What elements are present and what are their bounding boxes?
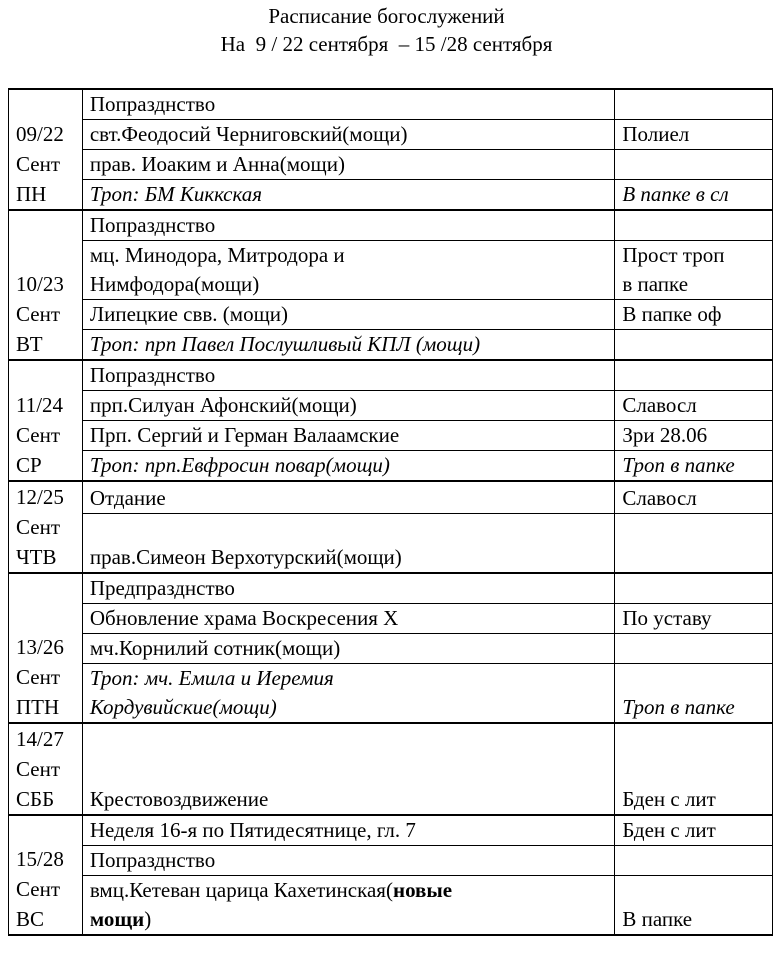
table-row	[9, 150, 773, 180]
table-row	[9, 360, 773, 391]
table-row	[9, 421, 773, 451]
service-line: мц. Минодора, Митродора и	[89, 243, 345, 267]
day-cell	[9, 573, 83, 723]
service-bold-text: мощи	[89, 907, 145, 931]
service-cell: Неделя 16-я по Пятидесятнице, гл. 7	[82, 815, 614, 846]
day-date: 15/28	[16, 847, 64, 871]
table-row	[9, 481, 773, 513]
service-cell: Обновление храма Воскресения Х	[82, 604, 614, 634]
note-cell: Троп в папке	[615, 664, 773, 724]
table-row	[9, 876, 773, 936]
service-cell: мч.Корнилий сотник(мощи)	[82, 634, 614, 664]
table-row	[9, 723, 773, 815]
note-cell: Полиел	[615, 120, 773, 150]
service-cell: Попразднство	[82, 210, 614, 241]
note-cell	[615, 360, 773, 391]
note-cell: В папке в сл	[615, 180, 773, 211]
day-weekday: СР	[16, 453, 42, 477]
day-weekday: СББ	[16, 787, 55, 811]
day-month: Сент	[16, 423, 60, 447]
service-cell: Отдание	[82, 481, 614, 513]
service-cell: прав.Симеон Верхотурский(мощи)	[82, 513, 614, 573]
day-cell	[9, 89, 83, 210]
note-cell: По уставу	[615, 604, 773, 634]
schedule-table	[8, 88, 773, 936]
service-cell: Крестовоздвижение	[82, 723, 614, 815]
troparion-cell: Троп: прп Павел Послушливый КПЛ (мощи)	[82, 330, 614, 361]
note-cell	[615, 241, 773, 300]
service-line	[90, 876, 607, 905]
table-row	[9, 180, 773, 211]
service-cell	[82, 241, 614, 300]
day-weekday: ПТН	[16, 695, 60, 719]
day-weekday: ЧТВ	[16, 545, 57, 569]
note-cell: Бден с лит	[615, 815, 773, 846]
day-date: 10/23	[16, 272, 64, 296]
service-line	[90, 905, 607, 934]
day-month: Сент	[16, 302, 60, 326]
service-line: Нимфодора(мощи)	[89, 272, 260, 296]
day-month: Сент	[16, 515, 60, 539]
day-cell	[9, 815, 83, 935]
service-bold-text: новые	[392, 878, 453, 902]
day-weekday: ПН	[16, 182, 47, 206]
page-title: Расписание богослужений	[268, 4, 505, 28]
service-cell: Предпразднство	[82, 573, 614, 604]
note-cell	[615, 210, 773, 241]
service-cell: Прп. Сергий и Герман Валаамские	[82, 421, 614, 451]
note-line: Прост троп	[622, 243, 725, 267]
day-month: Сент	[16, 757, 60, 781]
note-cell	[615, 513, 773, 573]
table-row	[9, 300, 773, 330]
day-cell	[9, 481, 83, 573]
note-cell	[615, 89, 773, 120]
service-cell: Липецкие свв. (мощи)	[82, 300, 614, 330]
service-text: вмц.Кетеван царица Кахетинская(	[89, 878, 393, 902]
table-row	[9, 815, 773, 846]
service-text: )	[144, 907, 152, 931]
note-cell	[615, 634, 773, 664]
service-line: Кордувийские(мощи)	[89, 695, 277, 719]
day-date: 09/22	[16, 122, 64, 146]
day-date: 13/26	[16, 635, 64, 659]
troparion-cell	[82, 664, 614, 724]
day-cell	[9, 210, 83, 360]
table-row	[9, 664, 773, 724]
day-date: 14/27	[16, 727, 64, 751]
note-cell	[615, 846, 773, 876]
note-cell: В папке оф	[615, 300, 773, 330]
table-row	[9, 513, 773, 573]
day-date: 12/25	[16, 485, 64, 509]
service-line: Троп: мч. Емила и Иеремия	[89, 666, 334, 690]
day-weekday: ВС	[16, 907, 45, 931]
service-cell: Попразднство	[82, 846, 614, 876]
day-cell	[9, 360, 83, 481]
table-row	[9, 604, 773, 634]
table-row	[9, 846, 773, 876]
table-row	[9, 451, 773, 482]
day-month: Сент	[16, 152, 60, 176]
table-row	[9, 573, 773, 604]
page-subtitle: На 9 / 22 сентября – 15 /28 сентября	[220, 32, 553, 56]
note-cell: Зри 28.06	[615, 421, 773, 451]
service-cell: прав. Иоаким и Анна(мощи)	[82, 150, 614, 180]
note-cell	[615, 330, 773, 361]
note-cell: Бден с лит	[615, 723, 773, 815]
service-cell: Попразднство	[82, 89, 614, 120]
table-row	[9, 120, 773, 150]
note-line: в папке	[622, 272, 689, 296]
note-cell: Троп в папке	[615, 451, 773, 482]
table-row	[9, 89, 773, 120]
note-cell: Славосл	[615, 481, 773, 513]
troparion-cell: Троп: БМ Киккская	[82, 180, 614, 211]
day-month: Сент	[16, 877, 60, 901]
note-cell	[615, 573, 773, 604]
table-row	[9, 241, 773, 300]
day-cell	[9, 723, 83, 815]
note-cell: Славосл	[615, 391, 773, 421]
day-month: Сент	[16, 665, 60, 689]
day-weekday: ВТ	[16, 332, 43, 356]
service-cell	[82, 876, 614, 936]
table-row	[9, 330, 773, 361]
table-row	[9, 634, 773, 664]
service-cell: прп.Силуан Афонский(мощи)	[82, 391, 614, 421]
service-cell: свт.Феодосий Черниговский(мощи)	[82, 120, 614, 150]
service-cell: Попразднство	[82, 360, 614, 391]
table-row	[9, 210, 773, 241]
day-date: 11/24	[16, 393, 64, 417]
troparion-cell: Троп: прп.Евфросин повар(мощи)	[82, 451, 614, 482]
note-cell	[615, 150, 773, 180]
note-cell: В папке	[615, 876, 773, 936]
table-row	[9, 391, 773, 421]
